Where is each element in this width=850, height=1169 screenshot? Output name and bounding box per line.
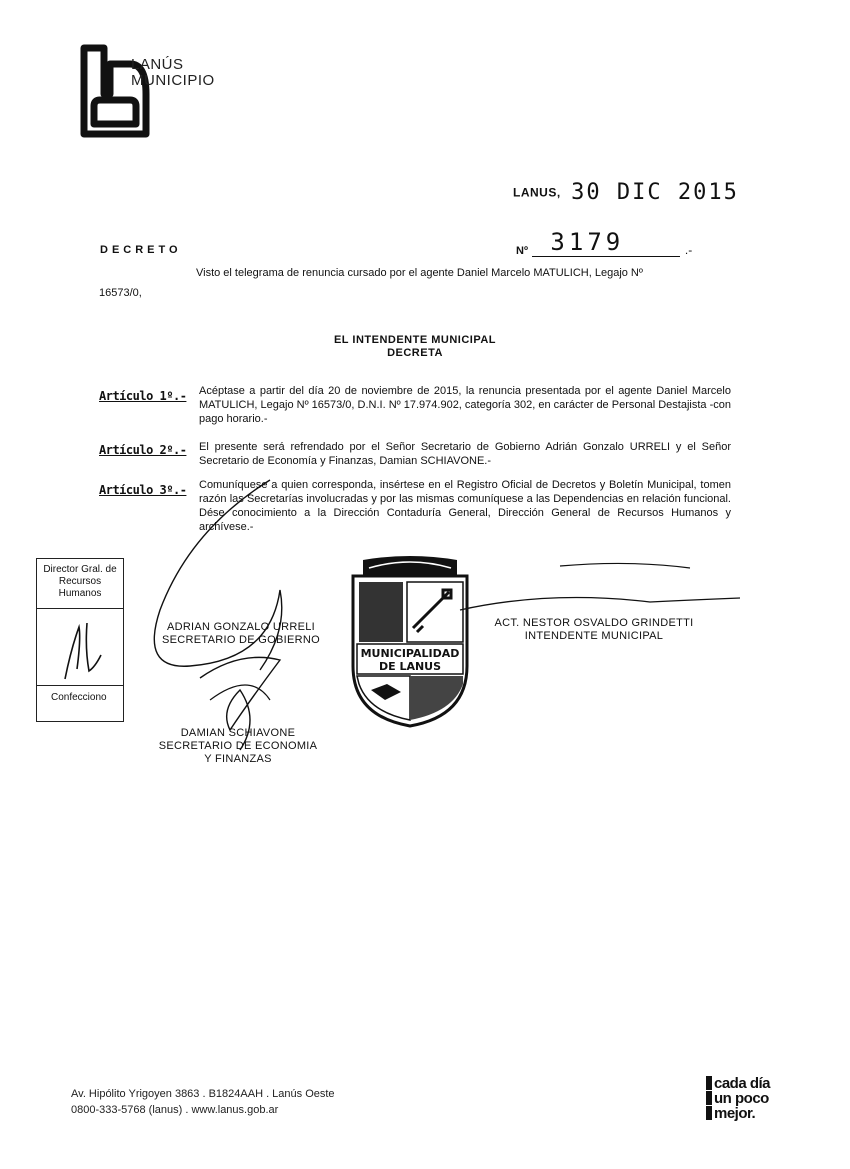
visto-line-2: 16573/0, [99,287,142,299]
date-value: 30 DIC 2015 [571,180,739,205]
logo-line-1: LANÚS [131,56,184,73]
article-2-text: El presente será refrendado por el Señor Secretario de Gobierno Adrián Gonzalo URRELI y el Señor Secretario de Economía y Finanzas, Damian SCHIAVONE.- [199,441,731,467]
slogan-bar-icon [706,1091,712,1105]
slogan-block [706,1076,770,1121]
intendente-name: ACT. NESTOR OSVALDO GRINDETTI [494,617,694,629]
confecciono-cell [37,686,123,720]
economia-title-2: Y FINANZAS [204,753,272,765]
hr-director-signature [37,609,123,686]
confecciono-label: Confecciono [51,692,107,703]
slogan-line-1: cada día [714,1075,771,1092]
decree-heading [305,334,525,360]
article-1-text: Acéptase a partir del día 20 de noviembre de 2015, la renuncia presentada por el agente Daniel Marcelo MATULICH, Legajo Nº 16573/0, D.N.I. Nº 17.974.902, categoría 302, en carácter de Personal Destajista -con pago horario.- [199,385,731,425]
hr-director-label: Director Gral. de Recursos Humanos [37,559,123,609]
signer-gobierno [158,621,324,647]
gobierno-name: ADRIAN GONZALO URRELI [166,621,316,633]
heading-line-1: EL INTENDENTE MUNICIPAL [333,334,497,346]
article-3-label: Artículo 3º.- [99,483,187,497]
date-stamp [513,180,739,205]
economia-title-1: SECRETARIO DE ECONOMIA [158,740,318,752]
logo-text [131,57,215,89]
slogan-bar-icon [706,1076,712,1090]
number-label: Nº [516,245,528,257]
visto-line-1: Visto el telegrama de renuncia cursado por el agente Daniel Marcelo MATULICH, Legajo Nº [196,267,643,279]
hr-director-box [36,558,124,722]
slogan-line-3: mejor. [714,1105,756,1122]
date-label: LANUS, [513,185,561,200]
signer-economia [150,727,326,766]
logo-line-2: MUNICIPIO [131,72,215,89]
footer-address-block [71,1086,335,1118]
signer-intendente [486,617,702,643]
article-3-text: Comuníquese a quien corresponda, insértese en el Registro Oficial de Decretos y Boletín Municipal, tomen razón las Secretarías involucradas y por las mismas comuníquese a las Dependencias en relación funcional. Dése conocimiento a la Dirección Contaduría General, Dirección General de Recursos Humanos y archívese.- [199,479,731,533]
heading-line-2: DECRETA [387,347,443,359]
seal-line-1: MUNICIPALIDAD [360,647,460,660]
footer-address: Av. Hipólito Yrigoyen 3863 . B1824AAH . Lanús Oeste [71,1088,335,1100]
article-1-label: Artículo 1º.- [99,389,187,403]
article-2-label: Artículo 2º.- [99,443,187,457]
number-suffix: .- [684,243,693,257]
seal-line-2: DE LANUS [378,660,442,673]
economia-name: DAMIAN SCHIAVONE [180,727,296,739]
initials-signature-icon [37,609,123,685]
decree-number [516,228,692,257]
slogan-bar-icon [706,1106,712,1120]
intendente-title: INTENDENTE MUNICIPAL [524,630,664,642]
municipal-seal-icon [349,556,471,728]
footer-contact: 0800-333-5768 (lanus) . www.lanus.gob.ar [71,1104,279,1116]
number-value: 3179 [532,228,680,257]
slogan-line-2: un poco [714,1090,769,1107]
decreto-label: DECRETO [100,244,182,256]
gobierno-title: SECRETARIO DE GOBIERNO [162,634,320,646]
